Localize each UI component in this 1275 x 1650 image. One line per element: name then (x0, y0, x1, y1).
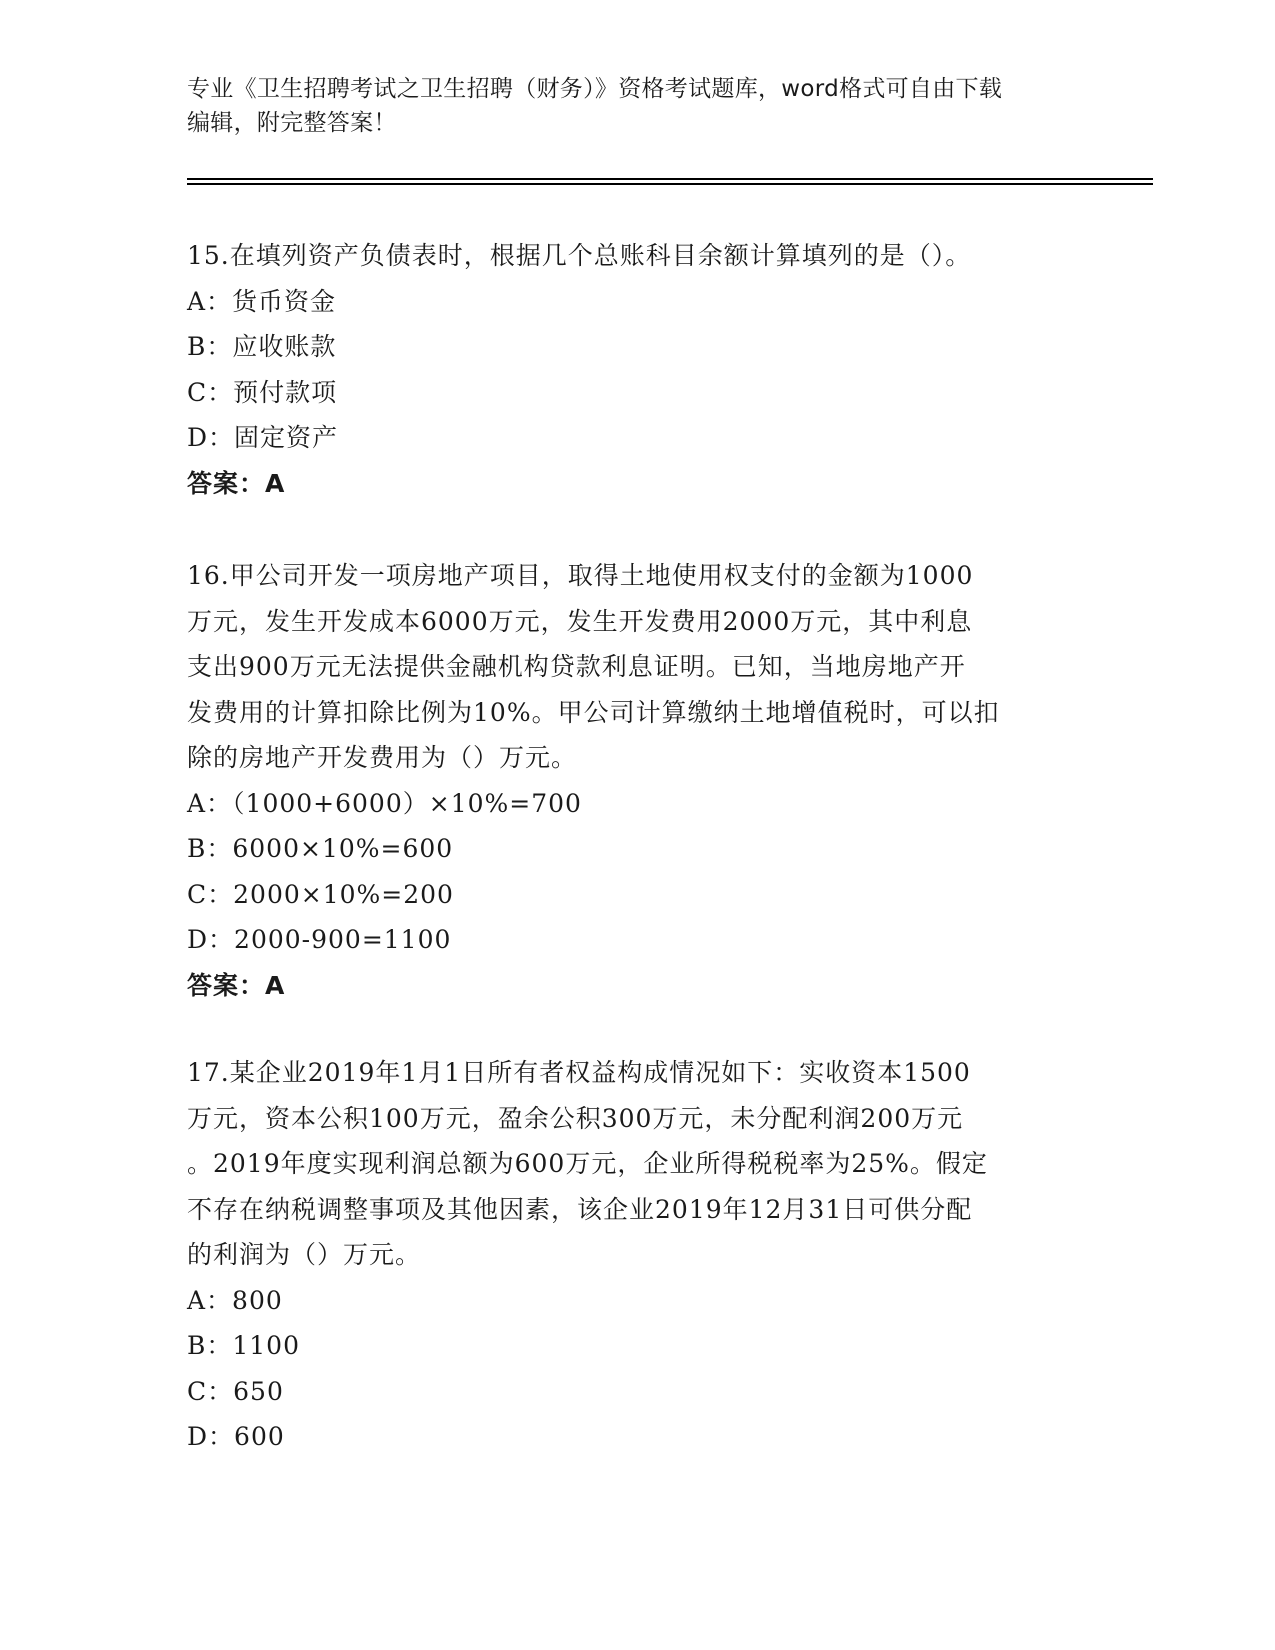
option-d: D：固定资产 (187, 423, 339, 452)
header-divider-top (187, 178, 1153, 180)
question-stem-line-1: 16.甲公司开发一项房地产项目，取得土地使用权支付的金额为1000 (187, 561, 974, 590)
option-a: A：货币资金 (187, 286, 337, 316)
question-stem-line-5: 除的房地产开发费用为（）万元。 (187, 743, 578, 772)
question-stem-line-5: 的利润为（）万元。 (187, 1240, 422, 1269)
option-c: C：650 (187, 1376, 284, 1406)
question-15 (187, 233, 1087, 506)
option-d: D：600 (187, 1422, 285, 1451)
question-stem-line-3: 。2019年度实现利润总额为600万元，企业所得税税率为25%。假定 (187, 1149, 988, 1178)
question-17 (187, 1050, 1087, 1460)
option-d: D：2000-900=1100 (187, 925, 452, 954)
question-stem-line-4: 发费用的计算扣除比例为10%。甲公司计算缴纳土地增值税时，可以扣 (187, 697, 1000, 727)
answer-line: 答案：A (187, 468, 286, 498)
header-line-1: 专业《卫生招聘考试之卫生招聘（财务）》资格考试题库，word格式可自由下载 (187, 76, 1003, 102)
question-stem-line-3: 支出900万元无法提供金融机构贷款利息证明。已知，当地房地产开 (187, 652, 966, 681)
document-header (187, 72, 1067, 140)
question-stem-line-1: 17.某企业2019年1月1日所有者权益构成情况如下：实收资本1500 (187, 1058, 971, 1087)
header-divider-bottom (187, 183, 1153, 185)
option-b: B：6000×10%=600 (187, 834, 454, 863)
option-c: C：预付款项 (187, 377, 338, 407)
option-a: A：（1000+6000）×10%=700 (187, 788, 582, 818)
option-a: A：800 (187, 1285, 283, 1315)
option-b: B：应收账款 (187, 332, 337, 361)
question-16 (187, 553, 1087, 1008)
question-stem: 15.在填列资产负债表时，根据几个总账科目余额计算填列的是（）。 (187, 241, 972, 270)
option-b: B：1100 (187, 1331, 300, 1360)
header-line-2: 编辑，附完整答案！ (187, 110, 397, 136)
option-c: C：2000×10%=200 (187, 879, 454, 909)
question-stem-line-2: 万元，资本公积100万元，盈余公积300万元，未分配利润200万元 (187, 1103, 964, 1133)
question-stem-line-2: 万元，发生开发成本6000万元，发生开发费用2000万元，其中利息 (187, 606, 973, 636)
question-stem-line-4: 不存在纳税调整事项及其他因素，该企业2019年12月31日可供分配 (187, 1194, 973, 1224)
answer-line: 答案：A (187, 970, 286, 1000)
